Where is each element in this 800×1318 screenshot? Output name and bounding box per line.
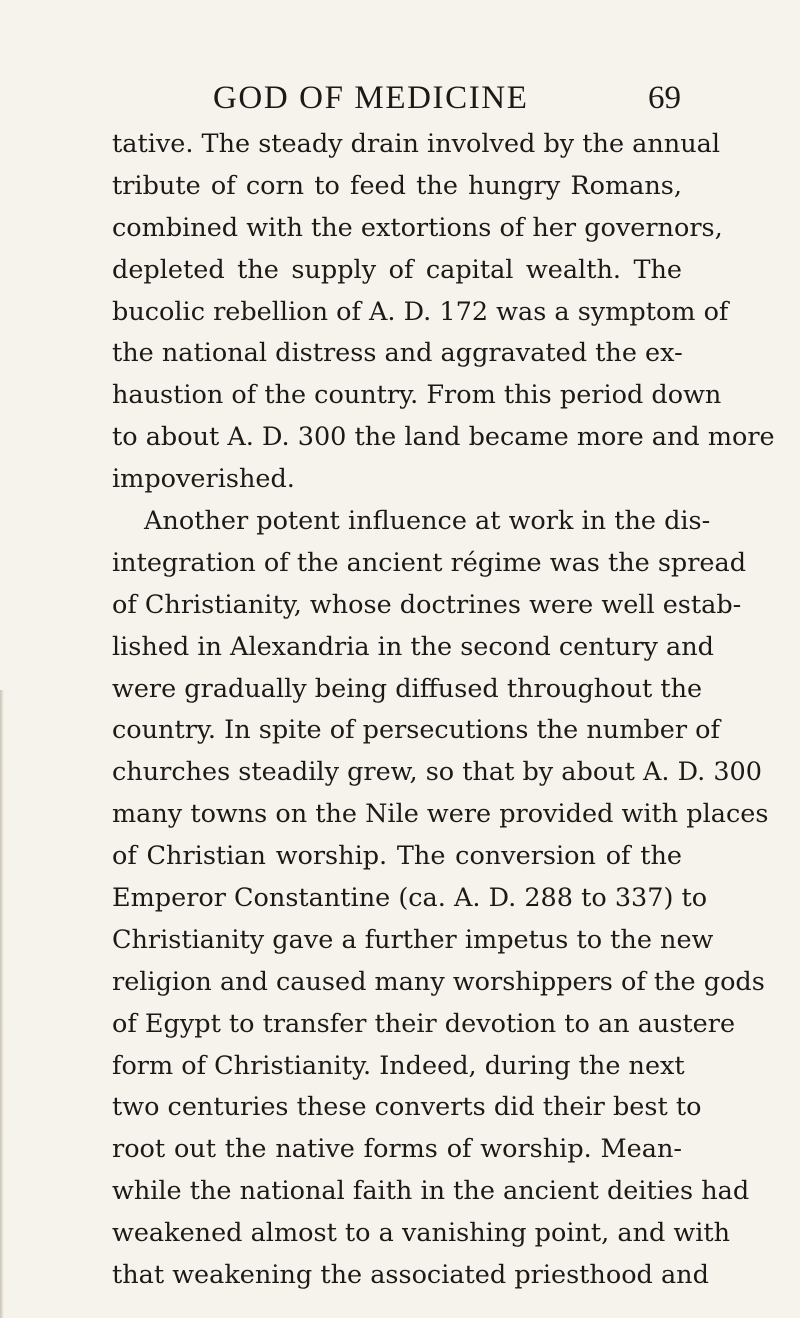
running-title: GOD OF MEDICINE: [213, 80, 529, 116]
text-line: depleted the supply of capital wealth. The: [112, 254, 682, 285]
page-edge-shadow: [0, 690, 4, 1318]
text-line: impoverished.: [112, 464, 295, 495]
text-line: were gradually being diffused throughout the: [112, 673, 703, 704]
text-line: of Christianity, whose doctrines were well estab-: [112, 589, 742, 620]
text-line: tative. The steady drain involved by the annual: [112, 129, 721, 159]
text-line: while the national faith in the ancient deities had: [112, 1176, 750, 1207]
body-text: [112, 124, 775, 1297]
text-line: root out the native forms of worship. Mean-: [112, 1134, 682, 1165]
text-line: haustion of the country. From this period down: [112, 380, 722, 411]
running-head: [213, 76, 681, 120]
text-line: of Christian worship. The conversion of the: [112, 841, 682, 872]
text-line: religion and caused many worshippers of the gods: [112, 966, 765, 997]
text-line-paragraph-start: Another potent influence at work in the dis-: [144, 506, 711, 537]
text-line: that weakening the associated priesthood and: [112, 1260, 709, 1291]
text-line: to about A. D. 300 the land became more and more: [112, 422, 775, 453]
text-line: Emperor Constantine (ca. A. D. 288 to 337) to: [112, 883, 708, 914]
text-line: weakened almost to a vanishing point, and with: [112, 1218, 731, 1249]
text-line: of Egypt to transfer their devotion to an austere: [112, 1008, 736, 1039]
text-line: two centuries these converts did their best to: [112, 1092, 702, 1123]
text-line: integration of the ancient régime was the spread: [112, 547, 747, 578]
text-line: churches steadily grew, so that by about A. D. 300: [112, 757, 763, 788]
text-line: country. In spite of persecutions the number of: [112, 715, 720, 746]
text-line: many towns on the Nile were provided with places: [112, 799, 769, 830]
text-line: combined with the extortions of her governors,: [112, 212, 723, 243]
text-line: lished in Alexandria in the second century and: [112, 631, 715, 662]
text-line: form of Christianity. Indeed, during the next: [112, 1050, 685, 1081]
text-line: tribute of corn to feed the hungry Romans,: [112, 170, 682, 201]
page-number: 69: [648, 80, 681, 116]
text-line: bucolic rebellion of A. D. 172 was a symptom of: [112, 296, 729, 327]
text-line: Christianity gave a further impetus to the new: [112, 924, 714, 955]
text-line: the national distress and aggravated the ex-: [112, 338, 683, 369]
